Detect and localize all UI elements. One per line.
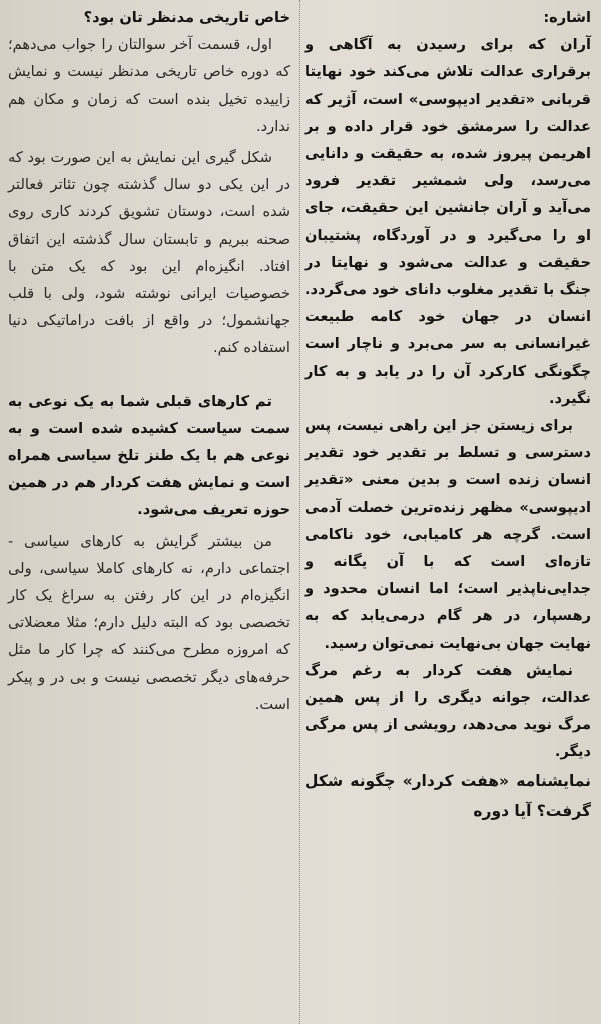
right-column <box>305 4 591 826</box>
intro-paragraph: آران که برای رسیدن به آگاهی و برقراری عدالت تلاش می‌کند خود نهایتا قربانی «تقدیر ادیپوسی» است، آژیر که عدالت را سرمشق خود قرار داده و بر اهریمن پیروز شده، به حقیقت و دانایی می‌رسد، ولی شمشیر تقدیر فرود می‌آید و آران جانشین این حقیقت، جای او را می‌گیرد و در آوردگاه، پشتیبان حقیقت و عدالت می‌شود و نهایتا در جنگ با تقدیر مغلوب دانای خود می‌گردد. انسان در جهان خود کامه طبیعت غیرانسانی به سر می‌برد و ناچار است چگونگی کارکرد آن را در یابد و به کار نگیرد. <box>305 36 591 407</box>
answer-paragraph-1: اول، قسمت آخر سوالتان را جواب می‌دهم؛ که دوره خاص تاریخی مدنظر نیست و نمایش زاییده تخیل بنده است که زمان و مکان هم ندارد. <box>8 36 290 135</box>
column-divider <box>299 0 300 1024</box>
intro-paragraph-3: نمایش هفت کردار به رغم مرگ عدالت، جوانه دیگری را از پس همین مرگ نوید می‌دهد، رویشی از پس مرگی دیگر. <box>305 661 591 761</box>
interview-question-1-end: خاص تاریخی مدنظر تان بود؟ <box>83 9 290 26</box>
answer-paragraph-2: شکل گیری این نمایش به این صورت بود که در این یکی دو سال گذشته چون تئاتر فعالتر شده است، دوستان تشویق کردند کاری روی صحنه ببریم و تابستان سال گذشته این اتفاق افتاد. انگیزه‌ام این بود که یک متن با خصوصیات ایرانی نوشته شود، ولی با قلب جهانشمول؛ در واقع از بافت دراماتیکی دنیا استفاده کنم. <box>8 149 290 357</box>
answer-paragraph-3: من بیشتر گرایش به کارهای سیاسی - اجتماعی دارم، نه کارهای کاملا سیاسی، ولی انگیزه‌ام در این کار رفتن به سراغ یک کار تخصصی بود که البته دلیل دارم؛ مثلا معضلاتی که امروزه مطرح می‌کنند که چرا کار ما مثل حرفه‌های دیگر تخصصی نیست و بی در و پیکر است. <box>8 532 290 713</box>
intro-paragraph-2: برای زیستن جز این راهی نیست، پس دسترسی و تسلط بر تقدیر خود تقدیر انسان زنده است و بدین معنی «تقدیر ادیپوسی» مظهر زنده‌ترین خصلت آدمی است. گرچه هر کامیابی، خود ناکامی تازه‌ای است که با آن یگانه و جدایی‌ناپذیر است؛ اما انسان محدود و رهسپار، در هر گام درمی‌یابد که به نهایت جهان بی‌نهایت نمی‌توان رسید. <box>305 417 591 652</box>
left-column <box>8 4 290 718</box>
interview-question-2: تم کارهای قبلی شما به یک نوعی به سمت سیاست کشیده شده است و به نوعی هم با یک طنز تلخ سیاسی همراه است و نمایش هفت کردار هم در همین حوزه تعریف می‌شود. <box>8 392 290 519</box>
interview-question-1: نمایشنامه «هفت کردار» چگونه شکل گرفت؟ آیا دوره <box>305 771 591 820</box>
section-label: اشاره: <box>543 9 591 26</box>
